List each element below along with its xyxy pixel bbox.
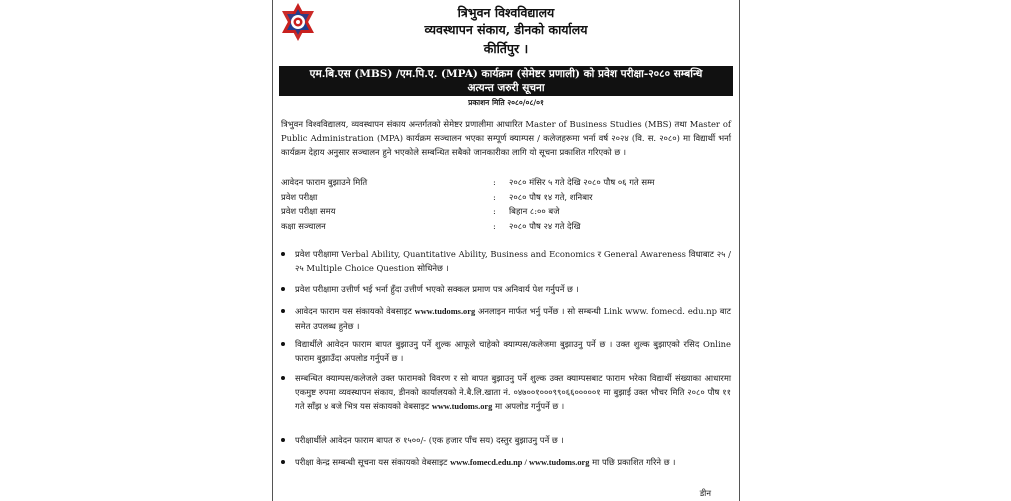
website-link[interactable]: www.tudoms.org bbox=[414, 307, 476, 316]
schedule-label: प्रवेश परीक्षा bbox=[281, 191, 318, 202]
intro-paragraph: त्रिभुवन विश्वविद्यालय, व्यवस्थापन संकाय अन्तर्गतको सेमेष्टर प्रणालीमा आधारित Master of Business Studies (MBS) तथा Master of Public Administration (MPA) कार्यक्रम सञ्चालन भएका सम्पूर्ण क्याम्पस / कलेजहरूमा भर्ना वर्ष २०२४ (वि. स. २०८०) मा विद्यार्थी भर्ना कार्यक्रम देहाय अनुसार सञ्चालन हुने भएकोले सम्बन्धित सबैको जानकारीका लागि यो सूचना प्रकाशित गरिएको छ । bbox=[281, 119, 731, 157]
schedule-value: २०८० पौष २४ गते देखि bbox=[509, 220, 581, 231]
schedule-label: आवेदन फाराम बुझाउने मिति bbox=[281, 177, 368, 187]
schedule-row bbox=[281, 221, 731, 236]
schedule-label: प्रवेश परीक्षा समय bbox=[281, 206, 336, 216]
bullet-icon bbox=[281, 342, 285, 346]
bullet-text-cont: मा अपलोड गर्नुपर्ने छ । bbox=[492, 401, 565, 411]
schedule-value: २०८० पौष १४ गते, शनिबार bbox=[509, 191, 593, 202]
schedule-colon: : bbox=[493, 206, 496, 216]
list-item bbox=[281, 455, 731, 470]
location: कीर्तिपुर । bbox=[483, 41, 529, 56]
notice-page bbox=[272, 0, 740, 501]
bullet-icon bbox=[281, 252, 285, 256]
bullet-text: प्रवेश परीक्षामा Verbal Ability, Quantitative Ability, Business and Economics र General Awareness विधाबाट २५ / २५ Multiple Choice Question सोधिनेछ । bbox=[295, 249, 731, 273]
list-item bbox=[281, 371, 731, 414]
schedule-colon: : bbox=[493, 220, 496, 231]
bullet-text: प्रवेश परीक्षामा उत्तीर्ण भई भर्ना हुँदा उत्तीर्ण भएको सक्कल प्रमाण पत्र अनिवार्य पेश गर्नुपर्ने छ । bbox=[295, 284, 579, 294]
bullet-icon bbox=[281, 376, 285, 380]
notice-title-box bbox=[279, 66, 733, 96]
schedule-label: कक्षा सञ्चालन bbox=[281, 220, 326, 231]
list-item bbox=[281, 433, 731, 447]
bullet-text: विद्यार्थीले आवेदन फाराम बापत बुझाउनु पर्ने शुल्क आफूले चाहेको क्याम्पस/कलेजमा बुझाउनु पर्ने छ । उक्त शुल्क बुझाएको रसिद Online फाराम बुझाउँदा अपलोड गर्नुपर्ने छ । bbox=[295, 339, 731, 363]
bullet-text: परीक्षार्थीले आवेदन फाराम बापत रु १५००/- (एक हजार पाँच सय) दस्तुर बुझाउनु पर्ने छ । bbox=[295, 435, 564, 445]
bullet-text: परीक्षा केन्द्र सम्बन्धी सूचना यस संकायको वेबसाइट bbox=[295, 457, 451, 467]
signoff: डीन bbox=[699, 488, 711, 498]
notice-title: एम.बि.एस (MBS) /एम.पि.ए. (MPA) कार्यक्रम (सेमेष्टर प्रणाली) को प्रवेश परीक्षा-२०८० सम्बन्धि bbox=[309, 68, 703, 80]
bullet-text-cont: अनलाइन मार्फत भर्नु पर्नेछ । सो सम्बन्धी Link www. fomecd. edu.np बाट समेत उपलब्ध हुनेछ । bbox=[295, 306, 731, 331]
schedule-row bbox=[281, 177, 731, 192]
bullet-icon bbox=[281, 309, 285, 313]
list-item bbox=[281, 247, 731, 275]
schedule-row bbox=[281, 206, 731, 221]
tu-logo-icon bbox=[281, 2, 315, 42]
schedule-colon: : bbox=[493, 191, 496, 202]
notice-subtitle: अत्यन्त जरुरी सूचना bbox=[467, 82, 545, 94]
website-link[interactable]: www.tudoms.org bbox=[431, 402, 493, 411]
bullet-text: सम्बन्धित क्याम्पस/कलेजले उक्त फारामको विवरण र सो बापत बुझाउनु पर्ने शुल्क उक्त क्याम्पसबाट फाराम भरेका विद्यार्थी संख्याका आधारमा एकमुष्ट रुपमा व्यवस्थापन संकाय, डीनको कार्यालयको ने.बै.लि.खाता नं. ०४७००१०००९९०६६०००००१ मा बुझाई उक्त भौचर मिति २०८० पौष ११ गते साँझ ४ बजे भित्र यस संकायको वेबसाइट bbox=[295, 373, 731, 411]
list-item bbox=[281, 304, 731, 333]
schedule-value: २०८० मंसिर ५ गते देखि २०८० पौष ०६ गते सम्म bbox=[509, 177, 655, 187]
bullet-text: आवेदन फाराम यस संकायको वेबसाइट bbox=[295, 306, 415, 316]
university-name: त्रिभुवन विश्वविद्यालय bbox=[457, 5, 555, 20]
schedule-row bbox=[281, 192, 731, 207]
bullet-icon bbox=[281, 287, 285, 291]
faculty-office: व्यवस्थापन संकाय, डीनको कार्यालय bbox=[424, 22, 588, 37]
schedule-colon: : bbox=[493, 177, 496, 187]
publish-date: प्रकाशन मिति २०८०/०८/०१ bbox=[468, 98, 544, 107]
bullet-icon bbox=[281, 460, 285, 464]
list-item bbox=[281, 282, 731, 296]
bullet-text-cont: मा पछि प्रकाशित गरिने छ । bbox=[589, 457, 676, 467]
schedule-value: बिहान ८:०० बजे bbox=[509, 206, 560, 216]
list-item bbox=[281, 337, 731, 365]
schedule-table bbox=[281, 177, 731, 235]
website-link[interactable]: www.fomecd.edu.np / www.tudoms.org bbox=[450, 458, 590, 467]
bullet-icon bbox=[281, 438, 285, 442]
